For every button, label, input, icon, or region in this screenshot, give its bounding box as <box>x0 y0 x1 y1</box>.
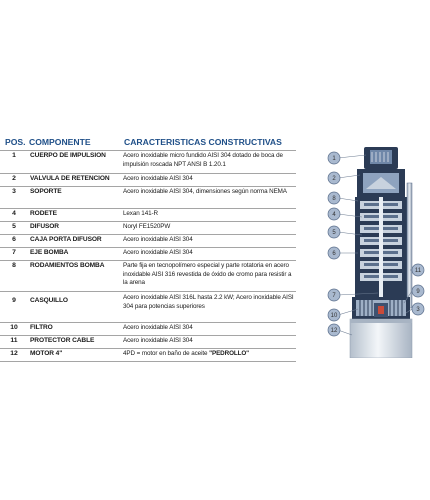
row-description: Acero inoxidable AISI 304 <box>123 236 193 243</box>
row-number: 12 <box>10 350 18 357</box>
row-description: Lexan 141-R <box>123 210 158 217</box>
callout-7 <box>328 289 340 301</box>
row-number: 7 <box>12 249 16 256</box>
row-description: Acero inoxidable AISI 316L hasta 2.2 kW; Acero inoxidable AISI 304 para potencias superiores <box>123 294 294 310</box>
row-component: FILTRO <box>30 324 53 331</box>
callout-label: 12 <box>330 328 338 334</box>
callout-label: 7 <box>332 293 336 299</box>
table-row <box>0 187 296 209</box>
table-row <box>0 261 296 292</box>
table-row <box>0 349 296 362</box>
row-description: Acero inoxidable AISI 304 <box>123 249 193 256</box>
table-row <box>0 292 296 323</box>
row-component: VALVULA DE RETENCION <box>30 175 110 182</box>
row-component: EJE BOMBA <box>30 249 69 256</box>
callout-1 <box>328 152 340 164</box>
callout-label: 6 <box>332 251 336 257</box>
callout-4 <box>328 208 340 220</box>
suction-filter <box>356 300 406 317</box>
row-number: 11 <box>10 337 18 344</box>
row-component: RODAMIENTOS BOMBA <box>30 262 105 269</box>
row-number: 9 <box>12 297 16 304</box>
callout-label: 10 <box>330 313 338 319</box>
table-row <box>0 150 296 174</box>
brand-name: "PEDROLLO" <box>209 350 250 357</box>
row-description: Acero inoxidable micro fundido AISI 304 dotado de boca de impulsión roscada NPT ANSI B 1.20.1 <box>123 152 283 168</box>
callout-3 <box>412 303 424 315</box>
row-description: Acero inoxidable AISI 304 <box>123 175 193 182</box>
callout-9 <box>412 285 424 297</box>
pump-cutaway-diagram <box>300 143 430 358</box>
callout-label: 8 <box>332 196 336 202</box>
table-row <box>0 174 296 187</box>
row-number: 1 <box>12 152 16 159</box>
callout-label: 5 <box>332 230 336 236</box>
motor-4in <box>350 319 412 358</box>
row-number: 8 <box>12 262 16 269</box>
table-row <box>0 222 296 235</box>
callout-5 <box>328 226 340 238</box>
row-number: 2 <box>12 175 16 182</box>
callout-2 <box>328 172 340 184</box>
table-row <box>0 336 296 349</box>
row-number: 4 <box>12 210 16 217</box>
callout-label: 9 <box>416 289 420 295</box>
callout-label: 4 <box>332 212 336 218</box>
callout-12 <box>328 324 340 336</box>
header-characteristics: CARACTERISTICAS CONSTRUCTIVAS <box>124 137 282 147</box>
row-component: CASQUILLO <box>30 297 68 304</box>
row-number: 5 <box>12 223 16 230</box>
callout-11 <box>412 264 424 276</box>
callout-10 <box>328 309 340 321</box>
row-description: Parte fija en tecnopolímero especial y parte rotatoria en acero inoxidable AISI 316 revestida de óxido de cromo para resistir a la arena <box>123 262 292 287</box>
row-component: MOTOR 4" <box>30 350 63 357</box>
header-component: COMPONENTE <box>29 137 91 147</box>
row-description: Acero inoxidable AISI 304 <box>123 337 193 344</box>
header-pos: POS. <box>5 137 26 147</box>
row-component: RODETE <box>30 210 57 217</box>
table-row <box>0 323 296 336</box>
row-description: Acero inoxidable AISI 304, dimensiones según norma NEMA <box>123 188 287 195</box>
callout-label: 2 <box>332 176 336 182</box>
components-table <box>0 150 296 362</box>
row-description: Acero inoxidable AISI 304 <box>123 324 193 331</box>
callout-label: 11 <box>414 268 422 274</box>
discharge-port <box>370 150 392 164</box>
cable-guard <box>407 183 412 308</box>
row-component: CUERPO DE IMPULSION <box>30 152 106 159</box>
table-row <box>0 209 296 222</box>
row-component: CAJA PORTA DIFUSOR <box>30 236 102 243</box>
callout-6 <box>328 247 340 259</box>
table-row <box>0 248 296 261</box>
callout-8 <box>328 192 340 204</box>
row-component: SOPORTE <box>30 188 62 195</box>
table-row <box>0 235 296 248</box>
callout-label: 3 <box>416 307 420 313</box>
motor-description: 4PD = motor en baño de aceite <box>123 350 210 357</box>
row-number: 10 <box>10 324 18 331</box>
row-component: DIFUSOR <box>30 223 59 230</box>
callout-label: 1 <box>332 156 336 162</box>
row-component: PROTECTOR CABLE <box>30 337 95 344</box>
row-description <box>123 350 297 359</box>
row-number: 6 <box>12 236 16 243</box>
row-description: Noryl FE1520PW <box>123 223 171 230</box>
row-number: 3 <box>12 188 16 195</box>
